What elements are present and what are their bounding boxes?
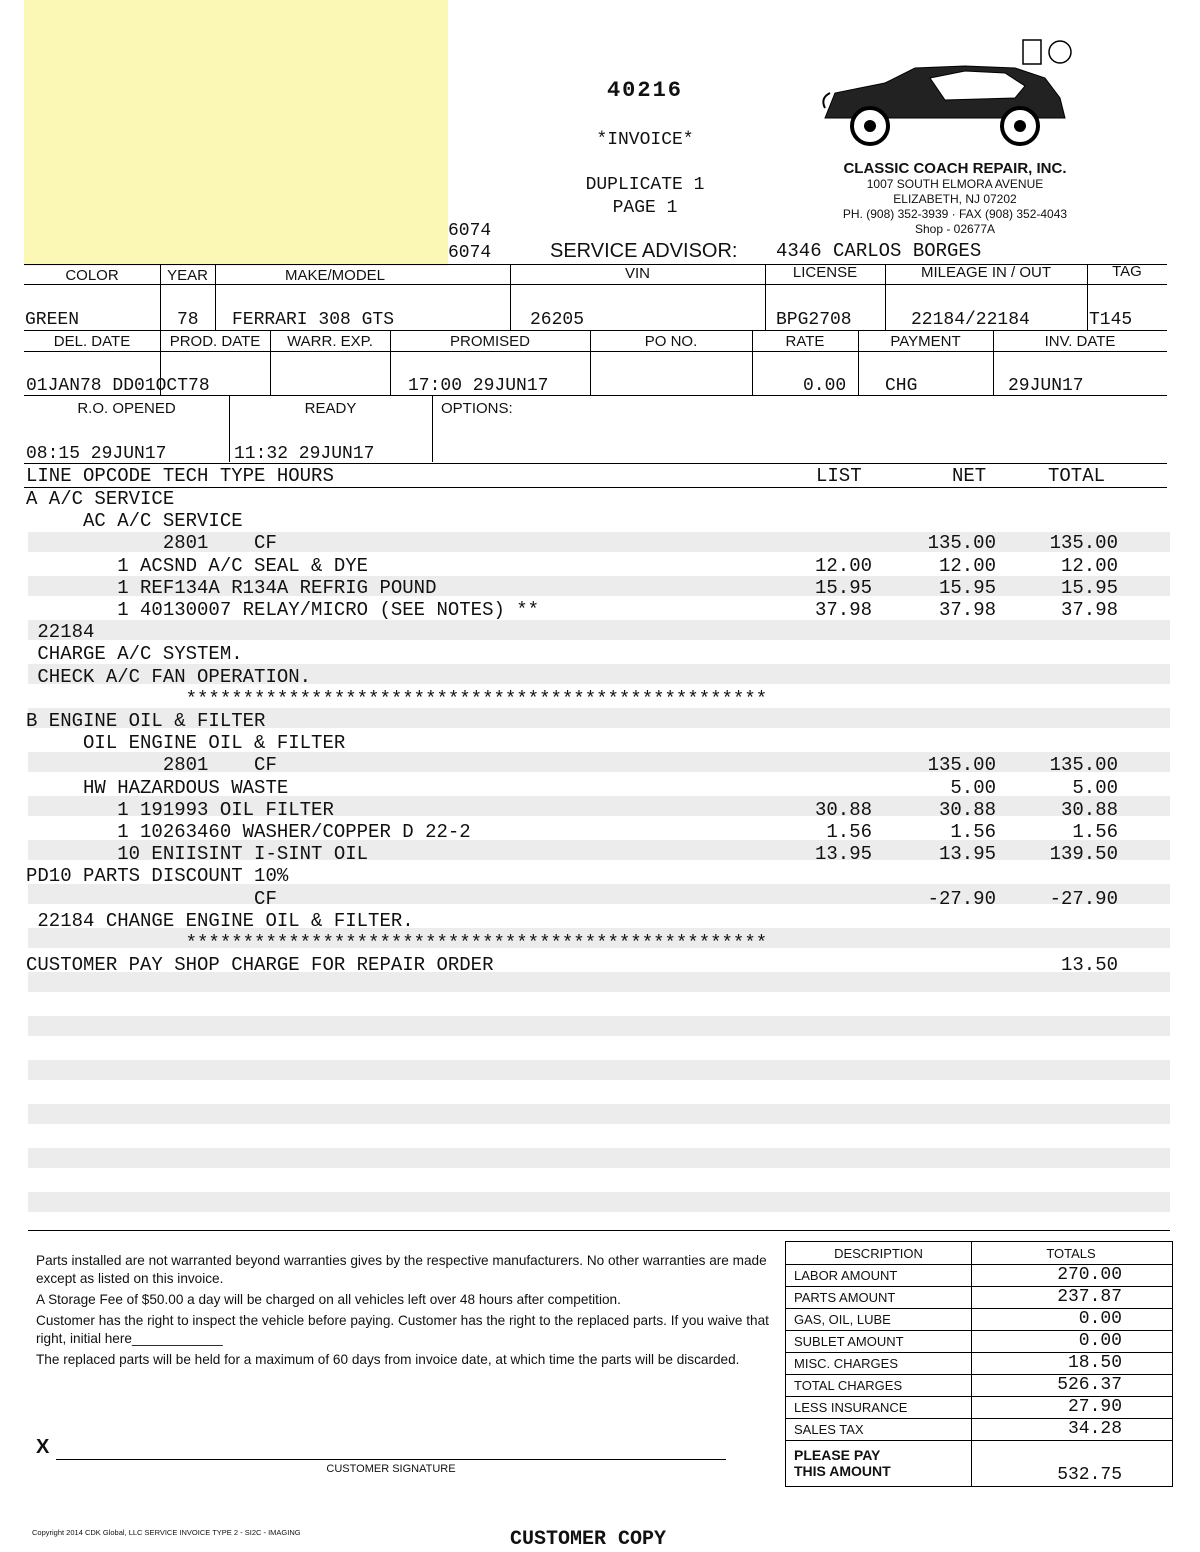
partial-number-1: 6074 — [448, 221, 492, 241]
totals-row-desc: MISC. CHARGES — [794, 1356, 899, 1371]
company-name: CLASSIC COACH REPAIR, INC. — [843, 160, 1067, 177]
sticky-note — [24, 0, 448, 266]
line-total: 139.50 — [1049, 843, 1118, 866]
please-pay-value: 532.75 — [1057, 1465, 1122, 1485]
company-address1: 1007 SOUTH ELMORA AVENUE — [866, 177, 1044, 191]
line-text: B ENGINE OIL & FILTER — [26, 710, 266, 732]
totals-row-desc: SUBLET AMOUNT — [794, 1334, 904, 1349]
inv-date-label: INV. DATE — [1044, 333, 1116, 350]
stripe — [28, 1192, 1170, 1212]
signature-label: CUSTOMER SIGNATURE — [326, 1463, 456, 1475]
totals-row — [786, 1352, 1172, 1375]
invoice-number: 40216 — [606, 78, 683, 103]
line-text: A A/C SERVICE — [26, 488, 175, 510]
vehicle-mileage: 22184/22184 — [911, 310, 1030, 330]
vehicle-color: GREEN — [25, 310, 80, 330]
line-list: 37.98 — [814, 599, 872, 621]
totals-row-value: 237.87 — [1057, 1287, 1122, 1307]
totals-table — [785, 1241, 1173, 1487]
line-text: 1 10263460 WASHER/COPPER D 22-2 — [26, 821, 471, 843]
stripe — [28, 1016, 1170, 1036]
totals-row-value: 34.28 — [1067, 1419, 1122, 1439]
line-text: 1 ACSND A/C SEAL & DYE — [26, 554, 369, 577]
line-net: 13.95 — [938, 843, 996, 866]
line-net: 135.00 — [927, 754, 996, 777]
totals-row-value: 18.50 — [1067, 1353, 1122, 1373]
line-total: 30.88 — [1060, 798, 1118, 821]
ready-label: READY — [304, 400, 357, 417]
terms-warranty: Parts installed are not warranted beyond warranties gives by the respective manufacturers. No other warranties are made except as listed on this invoice. — [36, 1253, 767, 1286]
totals-row — [786, 1330, 1172, 1353]
totals-row-desc: SALES TAX — [794, 1422, 864, 1437]
customer-copy-label: CUSTOMER COPY — [510, 1528, 667, 1551]
please-pay-label-1: PLEASE PAY — [794, 1447, 881, 1463]
totals-row-desc: TOTAL CHARGES — [794, 1378, 903, 1393]
terms-text — [36, 1252, 778, 1372]
partial-number-2: 6074 — [448, 243, 492, 263]
line-text: 22184 CHANGE ENGINE OIL & FILTER. — [26, 909, 414, 932]
company-phone: PH. (908) 352-3939 · FAX (908) 352-4043 — [842, 207, 1068, 221]
line-net: 12.00 — [938, 554, 996, 577]
line-total: 5.00 — [1072, 776, 1118, 799]
line-total: 13.50 — [1060, 954, 1118, 977]
mileage-label: MILEAGE IN / OUT — [920, 264, 1052, 281]
totals-desc-header: DESCRIPTION — [834, 1246, 923, 1261]
tag-label: TAG — [1112, 263, 1142, 280]
vehicle-license: BPG2708 — [776, 310, 852, 330]
payment-value: CHG — [885, 376, 918, 396]
service-advisor: 4346 CARLOS BORGES — [776, 240, 982, 262]
line-text: 22184 — [26, 621, 95, 644]
terms-storage: A Storage Fee of $50.00 a day will be charged on all vehicles left over 48 hours after competition. — [36, 1292, 621, 1307]
line-text: AC A/C SERVICE — [26, 510, 243, 533]
totals-row — [786, 1418, 1172, 1441]
line-net: -27.90 — [927, 887, 996, 910]
payment-label: PAYMENT — [890, 333, 961, 350]
line-text: 2801 CF — [26, 532, 277, 555]
columns-left-header: LINE OPCODE TECH TYPE HOURS — [26, 465, 334, 487]
vehicle-tag: T145 — [1089, 310, 1133, 330]
line-text: OIL ENGINE OIL & FILTER — [26, 732, 346, 755]
please-pay-row — [786, 1440, 1172, 1487]
list-column-header: LIST — [816, 465, 862, 487]
promised-label: PROMISED — [449, 333, 530, 350]
line-total: 135.00 — [1049, 754, 1118, 777]
ro-opened-value: 08:15 29JUN17 — [26, 444, 167, 464]
signature-line[interactable] — [56, 1459, 726, 1460]
totals-row-desc: LABOR AMOUNT — [794, 1268, 898, 1283]
line-total: 15.95 — [1060, 576, 1118, 599]
line-text: 1 40130007 RELAY/MICRO (SEE NOTES) ** — [26, 599, 540, 621]
po-no-label: PO NO. — [644, 333, 698, 350]
totals-header: TOTALS — [1046, 1246, 1096, 1261]
totals-row — [786, 1286, 1172, 1309]
net-column-header: NET — [952, 465, 987, 487]
line-text: HW HAZARDOUS WASTE — [26, 776, 289, 799]
warr-exp-label: WARR. EXP. — [287, 333, 373, 350]
promised-value: 17:00 29JUN17 — [408, 376, 549, 396]
stripe — [28, 1104, 1170, 1124]
line-net: 5.00 — [950, 776, 996, 799]
line-list: 13.95 — [814, 843, 872, 866]
line-total: 1.56 — [1072, 821, 1118, 843]
duplicate-label: DUPLICATE 1 — [585, 175, 705, 195]
line-text: 1 191993 OIL FILTER — [26, 798, 334, 821]
line-net: 37.98 — [938, 599, 996, 621]
totals-row-value: 270.00 — [1057, 1265, 1122, 1285]
license-label: LICENSE — [792, 264, 858, 281]
line-total: -27.90 — [1049, 887, 1118, 910]
vehicle-vin: 26205 — [530, 310, 585, 330]
vehicle-make: FERRARI 308 GTS — [232, 310, 395, 330]
prod-date-label: PROD. DATE — [169, 333, 261, 350]
inv-date-value: 29JUN17 — [1008, 376, 1084, 396]
line-net: 135.00 — [927, 532, 996, 555]
totals-row — [786, 1308, 1172, 1331]
terms-inspect: Customer has the right to inspect the vehicle before paying. Customer has the right to the replaced parts. If you waive that right, initial here____________ — [36, 1313, 769, 1346]
line-list: 15.95 — [814, 576, 872, 599]
totals-row-value: 0.00 — [1078, 1331, 1122, 1351]
line-text: CHARGE A/C SYSTEM. — [26, 643, 243, 666]
rate-value: 0.00 — [803, 376, 847, 396]
totals-row-value: 27.90 — [1067, 1397, 1122, 1417]
line-net: 30.88 — [938, 798, 996, 821]
line-text: 2801 CF — [26, 754, 277, 777]
totals-row — [786, 1374, 1172, 1397]
line-total: 12.00 — [1060, 554, 1118, 577]
total-column-header: TOTAL — [1048, 465, 1106, 487]
totals-row-desc: PARTS AMOUNT — [794, 1290, 896, 1305]
make-label: MAKE/MODEL — [284, 267, 386, 284]
invoice-label: *INVOICE* — [596, 130, 694, 150]
totals-row — [786, 1264, 1172, 1287]
page-label: PAGE 1 — [612, 198, 678, 218]
company-shop: Shop - 02677A — [914, 222, 996, 236]
copyright-text: Copyright 2014 CDK Global, LLC SERVICE INVOICE TYPE 2 - SI2C - IMAGING — [32, 1528, 301, 1537]
totals-row-value: 0.00 — [1078, 1309, 1122, 1329]
company-info — [800, 160, 1110, 237]
del-date-label: DEL. DATE — [53, 333, 131, 350]
ready-value: 11:32 29JUN17 — [234, 444, 375, 464]
line-text: CUSTOMER PAY SHOP CHARGE FOR REPAIR ORDER — [26, 954, 494, 977]
color-label: COLOR — [65, 267, 119, 284]
stripe — [28, 1148, 1170, 1168]
line-text: PD10 PARTS DISCOUNT 10% — [26, 865, 289, 888]
line-net: 15.95 — [938, 576, 996, 599]
line-total: 135.00 — [1049, 532, 1118, 555]
company-address2: ELIZABETH, NJ 07202 — [893, 192, 1017, 206]
totals-row-value: 526.37 — [1057, 1375, 1122, 1395]
please-pay-label-2: THIS AMOUNT — [794, 1463, 891, 1479]
line-list: 30.88 — [814, 798, 872, 821]
del-prod-dates: 01JAN78 DD01OCT78 — [26, 376, 210, 396]
classic-car-logo — [815, 38, 1085, 148]
terms-parts-held: The replaced parts will be held for a maximum of 60 days from invoice date, at which time the parts will be discarded. — [36, 1352, 740, 1367]
year-label: YEAR — [167, 267, 208, 284]
line-list: 12.00 — [814, 554, 872, 577]
totals-row — [786, 1396, 1172, 1419]
line-list: 1.56 — [826, 821, 872, 843]
line-net: 1.56 — [950, 821, 996, 843]
stripe — [28, 620, 1170, 640]
service-advisor-label: SERVICE ADVISOR: — [550, 240, 738, 262]
options-label: OPTIONS: — [441, 400, 513, 417]
stripe — [28, 1060, 1170, 1080]
vin-label: VIN — [624, 265, 650, 282]
line-text: *************************************************** — [26, 932, 768, 954]
rate-label: RATE — [785, 333, 825, 350]
line-text: *************************************************** — [26, 687, 768, 710]
line-text: CHECK A/C FAN OPERATION. — [26, 665, 312, 688]
totals-row-desc: GAS, OIL, LUBE — [794, 1312, 891, 1327]
ro-opened-label: R.O. OPENED — [77, 400, 176, 417]
vehicle-year: 78 — [177, 310, 199, 330]
line-text: CF — [26, 887, 277, 910]
totals-row-desc: LESS INSURANCE — [794, 1400, 908, 1415]
line-total: 37.98 — [1060, 599, 1118, 621]
line-text: 1 REF134A R134A REFRIG POUND — [26, 576, 437, 599]
line-text: 10 ENIISINT I-SINT OIL — [26, 843, 369, 866]
signature-x: X — [36, 1436, 50, 1458]
